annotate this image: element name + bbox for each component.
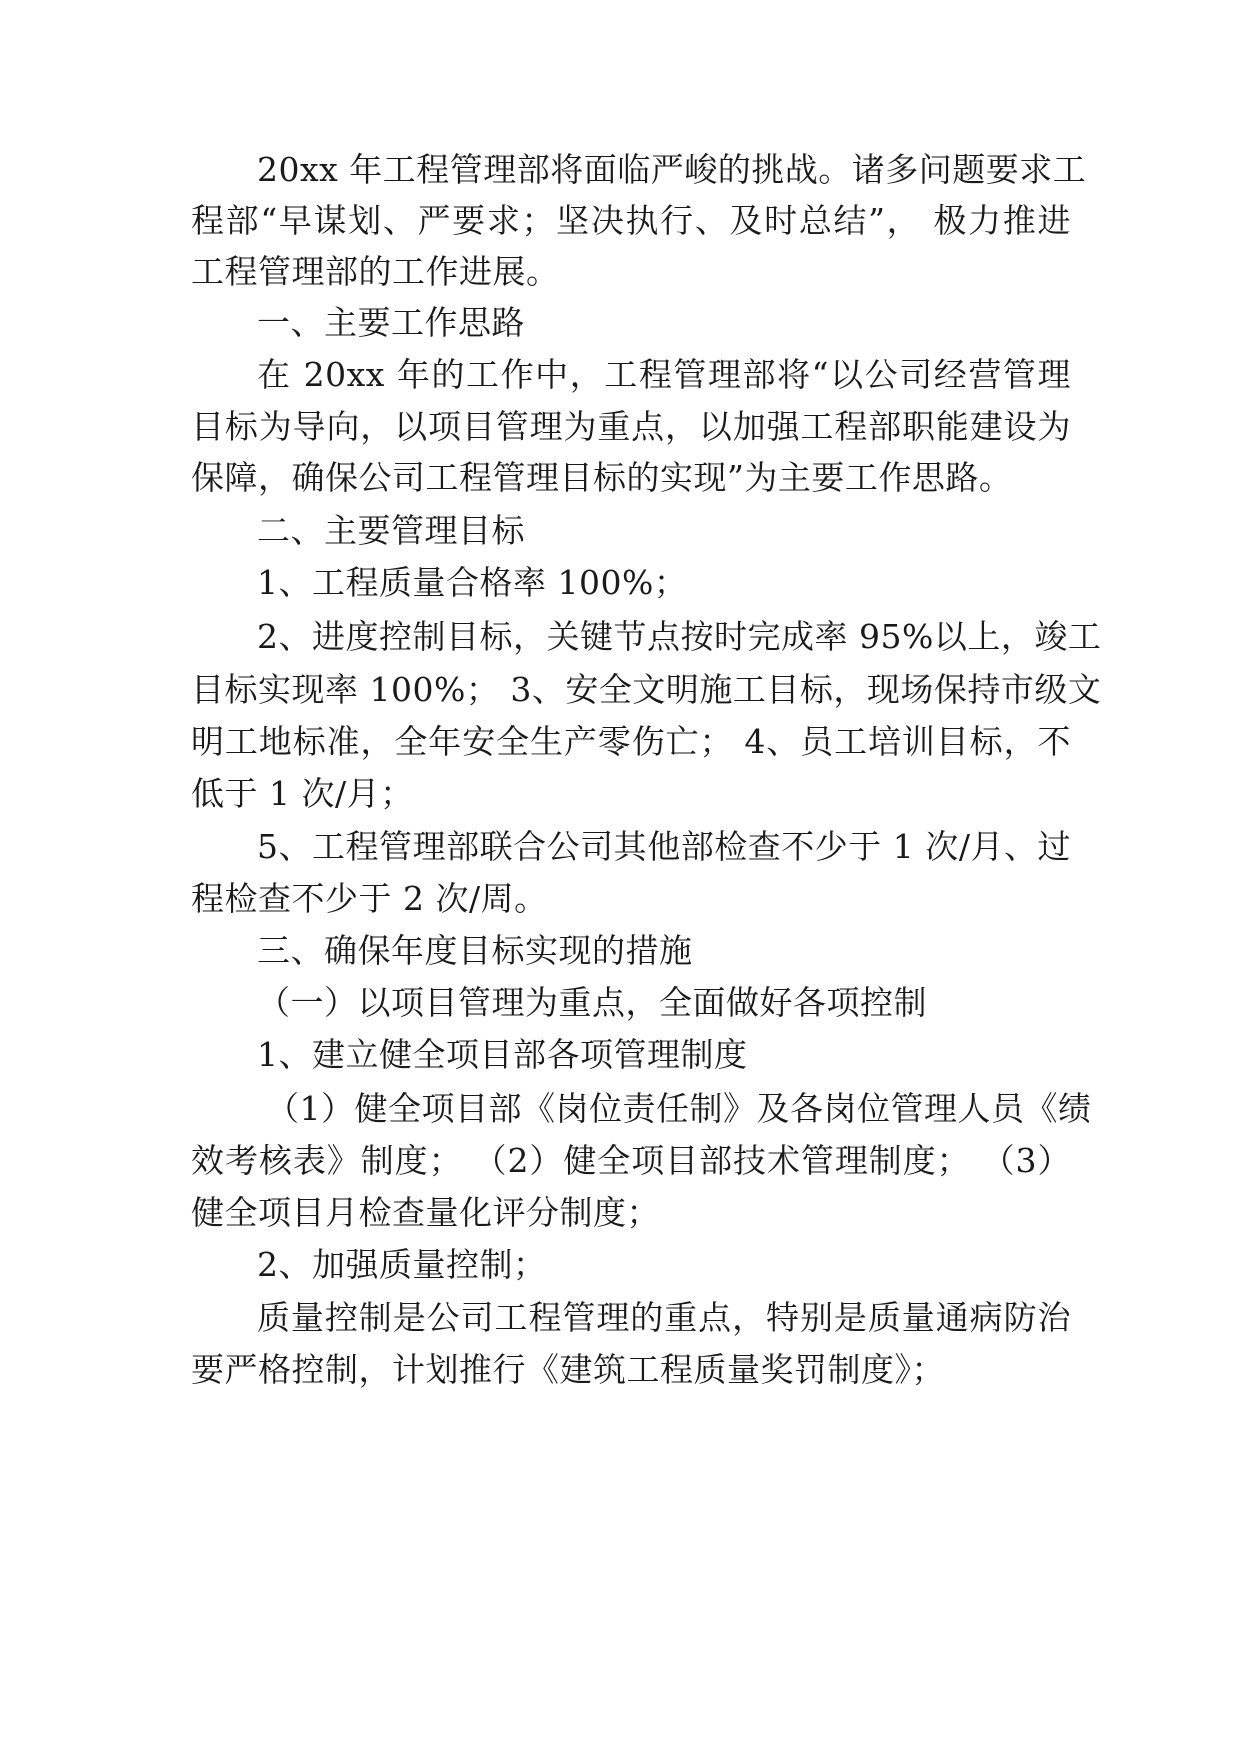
measure-item-2: 2、加强质量控制； bbox=[257, 1245, 547, 1284]
section-heading-2: 二、主要管理目标 bbox=[257, 511, 525, 550]
quality-paragraph-line-1: 质量控制是公司工程管理的重点，特别是质量通病防治 bbox=[257, 1298, 1071, 1337]
measure-1-detail-line-1: （1）健全项目部《岗位责任制》及各岗位管理人员《绩 bbox=[266, 1089, 1092, 1128]
subsection-heading-1: （一）以项目管理为重点，全面做好各项控制 bbox=[257, 983, 927, 1022]
paragraph-approach-line-2: 目标为导向，以项目管理为重点，以加强工程部职能建设为 bbox=[191, 407, 1071, 446]
goal-item-2-line-2: 目标实现率 100%； 3、安全文明施工目标，现场保持市级文 bbox=[191, 670, 1102, 709]
measure-1-detail-line-2: 效考核表》制度； （2）健全项目部技术管理制度； （3） bbox=[191, 1141, 1071, 1180]
goal-item-2-line-1: 2、进度控制目标，关键节点按时完成率 95%以上，竣工 bbox=[257, 617, 1102, 656]
paragraph-intro-line-3: 工程管理部的工作进展。 bbox=[191, 252, 560, 291]
section-heading-1: 一、主要工作思路 bbox=[257, 303, 525, 342]
paragraph-intro-line-2: 程部“早谋划、严要求；坚决执行、及时总结”， 极力推进 bbox=[191, 201, 1071, 240]
measure-item-1: 1、建立健全项目部各项管理制度 bbox=[257, 1035, 748, 1074]
paragraph-approach-line-1: 在 20xx 年的工作中，工程管理部将“以公司经营管理 bbox=[257, 355, 1071, 394]
goal-item-5-line-1: 5、工程管理部联合公司其他部检查不少于 1 次/月、过 bbox=[257, 827, 1071, 866]
goal-item-2-line-4: 低于 1 次/月； bbox=[191, 774, 414, 813]
measure-1-detail-line-3: 健全项目月检查量化评分制度； bbox=[191, 1193, 660, 1232]
paragraph-intro-line-1: 20xx 年工程管理部将面临严峻的挑战。诸多问题要求工 bbox=[257, 150, 1087, 189]
section-heading-3: 三、确保年度目标实现的措施 bbox=[257, 931, 693, 970]
paragraph-approach-line-3: 保障，确保公司工程管理目标的实现”为主要工作思路。 bbox=[191, 458, 1013, 497]
goal-item-1: 1、工程质量合格率 100%； bbox=[257, 563, 688, 602]
quality-paragraph-line-2: 要严格控制，计划推行《建筑工程质量奖罚制度》； bbox=[191, 1350, 945, 1389]
goal-item-5-line-2: 程检查不少于 2 次/周。 bbox=[191, 879, 548, 918]
goal-item-2-line-3: 明工地标准，全年安全生产零伤亡； 4、员工培训目标，不 bbox=[191, 722, 1071, 761]
